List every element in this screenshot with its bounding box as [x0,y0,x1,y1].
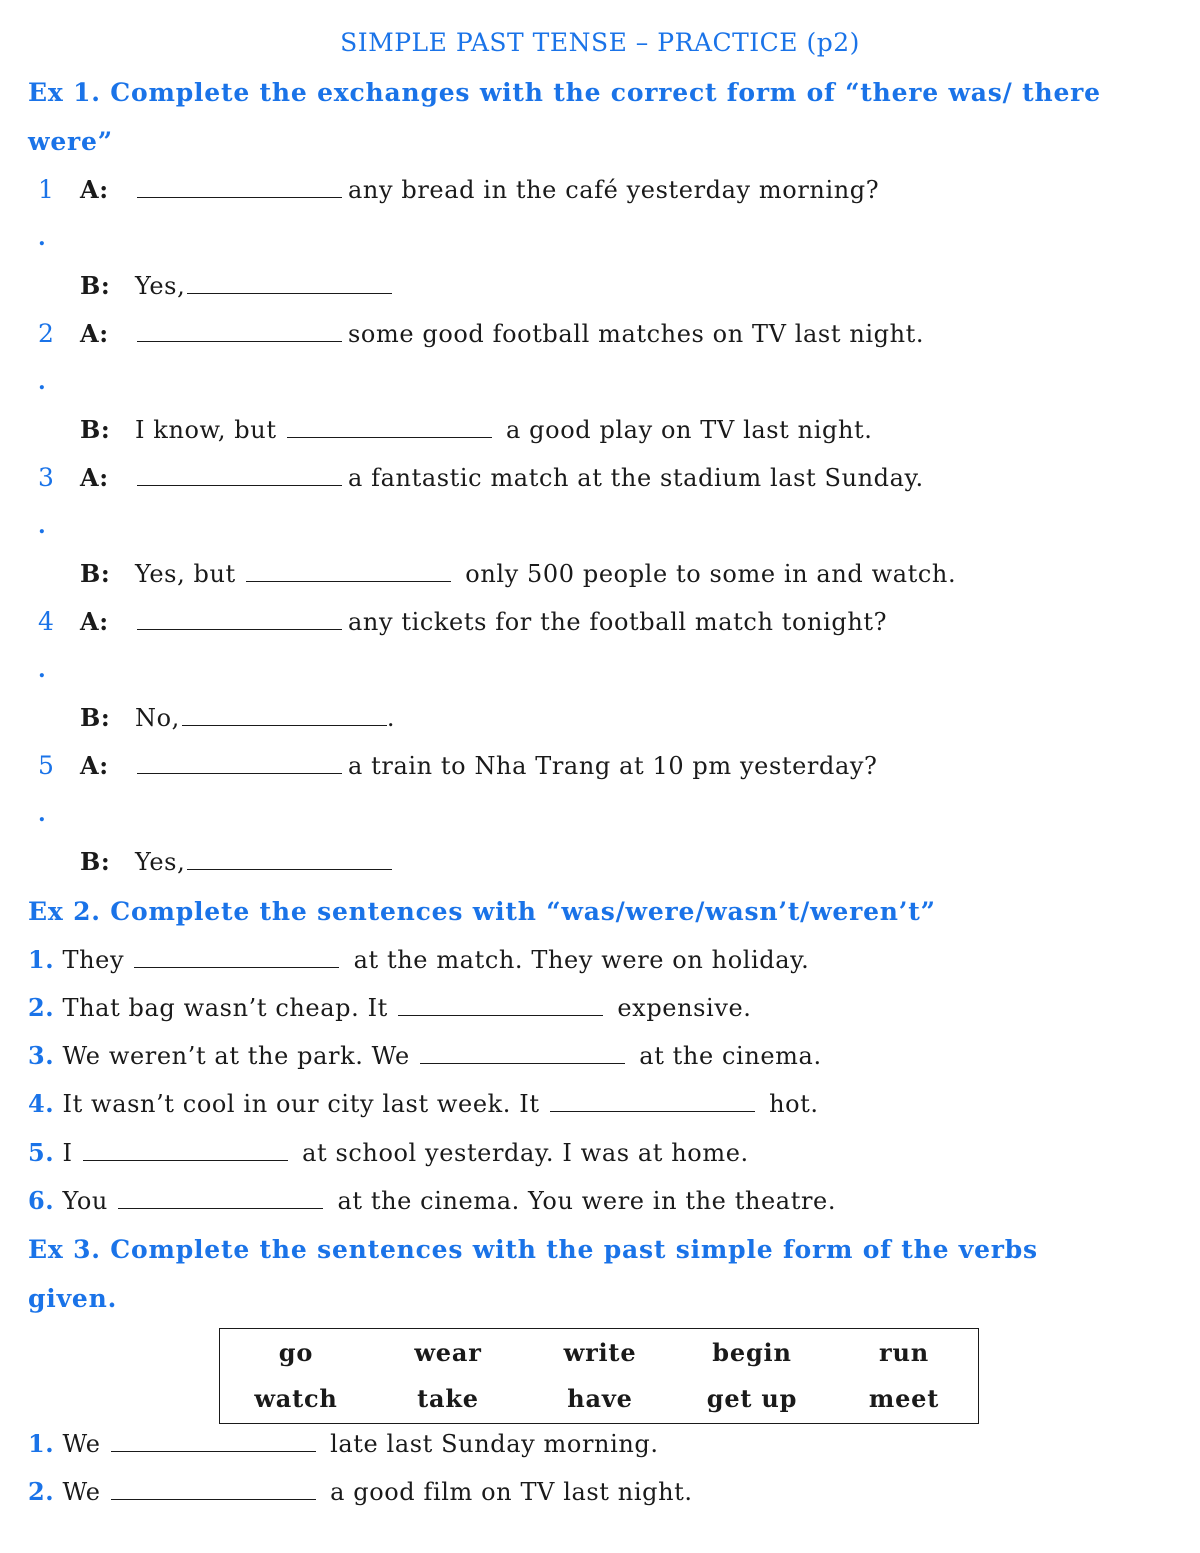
sentence-text: . [386,704,396,732]
ex1-item-2-dot [0,358,1200,406]
item-number: 6. [28,1186,55,1215]
item-number: 1. [28,1429,55,1458]
sentence-text: Yes, [135,272,186,300]
item-dot: . [38,801,47,827]
speaker-b-label: B: [80,271,111,300]
item-dot: . [38,369,47,395]
item-number: 4. [28,1089,55,1118]
ex3-heading: Ex 3. Complete the sentences with the past simple form of the verbs [28,1235,1038,1264]
page-title: SIMPLE PAST TENSE – PRACTICE (p2) [340,28,860,57]
ex1-item-3-b [0,550,1200,598]
sentence-text: only 500 people to some in and watch. [465,560,957,588]
sentence-text: a good play on TV last night. [506,416,873,444]
sentence-text: I know, but [135,416,277,444]
word-bank-word: write [563,1338,637,1367]
speaker-a-label: A: [80,319,109,348]
answer-blank[interactable] [137,465,342,486]
ex1-item-2-a [0,310,1200,358]
item-number: 2 [38,319,55,348]
ex2-item-2 [0,984,1200,1032]
sentence-text: at the cinema. You were in the theatre. [337,1187,837,1215]
answer-blank[interactable] [137,321,342,342]
word-bank-word: watch [254,1384,338,1413]
word-bank-word: take [417,1384,479,1413]
speaker-b-label: B: [80,559,111,588]
item-dot: . [38,513,47,539]
answer-blank[interactable] [398,995,603,1016]
item-number: 2. [28,1477,55,1506]
item-number: 3 [38,463,55,492]
answer-blank[interactable] [137,753,342,774]
answer-blank[interactable] [182,705,387,726]
answer-blank[interactable] [420,1043,625,1064]
answer-blank[interactable] [83,1140,288,1161]
speaker-a-label: A: [80,751,109,780]
ex1-item-1-a [0,166,1200,214]
sentence-text: I [62,1139,73,1167]
ex1-item-1-b [0,262,1200,310]
ex1-item-4-dot [0,646,1200,694]
sentence-text: That bag wasn’t cheap. It [62,994,388,1022]
speaker-a-label: A: [80,607,109,636]
sentence-text: Yes, [135,848,186,876]
word-bank-box [219,1328,979,1424]
sentence-text: We [62,1430,101,1458]
sentence-text: They [62,946,125,974]
answer-blank[interactable] [111,1431,316,1452]
answer-blank[interactable] [187,849,392,870]
sentence-text: You [62,1187,108,1215]
sentence-text: It wasn’t cool in our city last week. It [62,1090,540,1118]
answer-blank[interactable] [550,1091,755,1112]
word-bank-word: begin [712,1338,792,1367]
ex1-heading-cont: were” [28,127,113,156]
speaker-b-label: B: [80,847,111,876]
sentence-text: No, [135,704,180,732]
speaker-b-label: B: [80,703,111,732]
item-number: 1 [38,175,55,204]
ex1-item-5-dot [0,790,1200,838]
ex1-item-2-b [0,406,1200,454]
item-dot: . [38,225,47,251]
sentence-text: late last Sunday morning. [330,1430,659,1458]
word-bank-word: have [567,1384,633,1413]
ex1-item-5-a [0,742,1200,790]
sentence-text: any tickets for the football match tonight? [348,608,888,636]
ex1-item-5-b [0,838,1200,886]
answer-blank[interactable] [287,417,492,438]
sentence-text: at the cinema. [639,1042,822,1070]
ex3-item-1 [0,1420,1200,1468]
ex1-item-4-b [0,694,1200,742]
sentence-text: some good football matches on TV last night. [348,320,925,348]
ex2-item-5 [0,1129,1200,1177]
ex2-item-3 [0,1032,1200,1080]
item-number: 2. [28,993,55,1022]
ex2-item-6 [0,1177,1200,1225]
item-number: 5 [38,751,55,780]
ex1-item-3-dot [0,502,1200,550]
word-bank-word: go [278,1338,314,1367]
sentence-text: any bread in the café yesterday morning? [348,176,880,204]
item-number: 1. [28,945,55,974]
ex3-heading-cont: given. [28,1284,118,1313]
item-dot: . [38,657,47,683]
sentence-text: We weren’t at the park. We [62,1042,410,1070]
answer-blank[interactable] [111,1479,316,1500]
answer-blank[interactable] [118,1188,323,1209]
item-number: 3. [28,1041,55,1070]
speaker-a-label: A: [80,463,109,492]
word-bank-word: wear [414,1338,482,1367]
ex3-item-2 [0,1468,1200,1516]
item-number: 4 [38,607,55,636]
sentence-text: a fantastic match at the stadium last Sunday. [348,464,924,492]
answer-blank[interactable] [137,177,342,198]
sentence-text: expensive. [617,994,752,1022]
speaker-b-label: B: [80,415,111,444]
sentence-text: hot. [769,1090,819,1118]
sentence-text: Yes, but [135,560,236,588]
speaker-a-label: A: [80,175,109,204]
answer-blank[interactable] [137,609,342,630]
ex1-item-4-a [0,598,1200,646]
answer-blank[interactable] [246,561,451,582]
ex2-heading: Ex 2. Complete the sentences with “was/were/wasn’t/weren’t” [28,897,936,926]
item-number: 5. [28,1138,55,1167]
sentence-text: a good film on TV last night. [330,1478,693,1506]
ex2-item-4 [0,1080,1200,1128]
ex1-heading: Ex 1. Complete the exchanges with the correct form of “there was/ there [28,78,1101,107]
answer-blank[interactable] [187,273,392,294]
answer-blank[interactable] [134,947,339,968]
word-bank-word: get up [706,1384,798,1413]
word-bank-word: meet [868,1384,940,1413]
word-bank-word: run [879,1338,929,1367]
sentence-text: at school yesterday. I was at home. [302,1139,749,1167]
ex2-item-1 [0,936,1200,984]
ex1-item-1-dot [0,214,1200,262]
sentence-text: at the match. They were on holiday. [353,946,810,974]
sentence-text: We [62,1478,101,1506]
ex1-item-3-a [0,454,1200,502]
sentence-text: a train to Nha Trang at 10 pm yesterday? [348,752,878,780]
